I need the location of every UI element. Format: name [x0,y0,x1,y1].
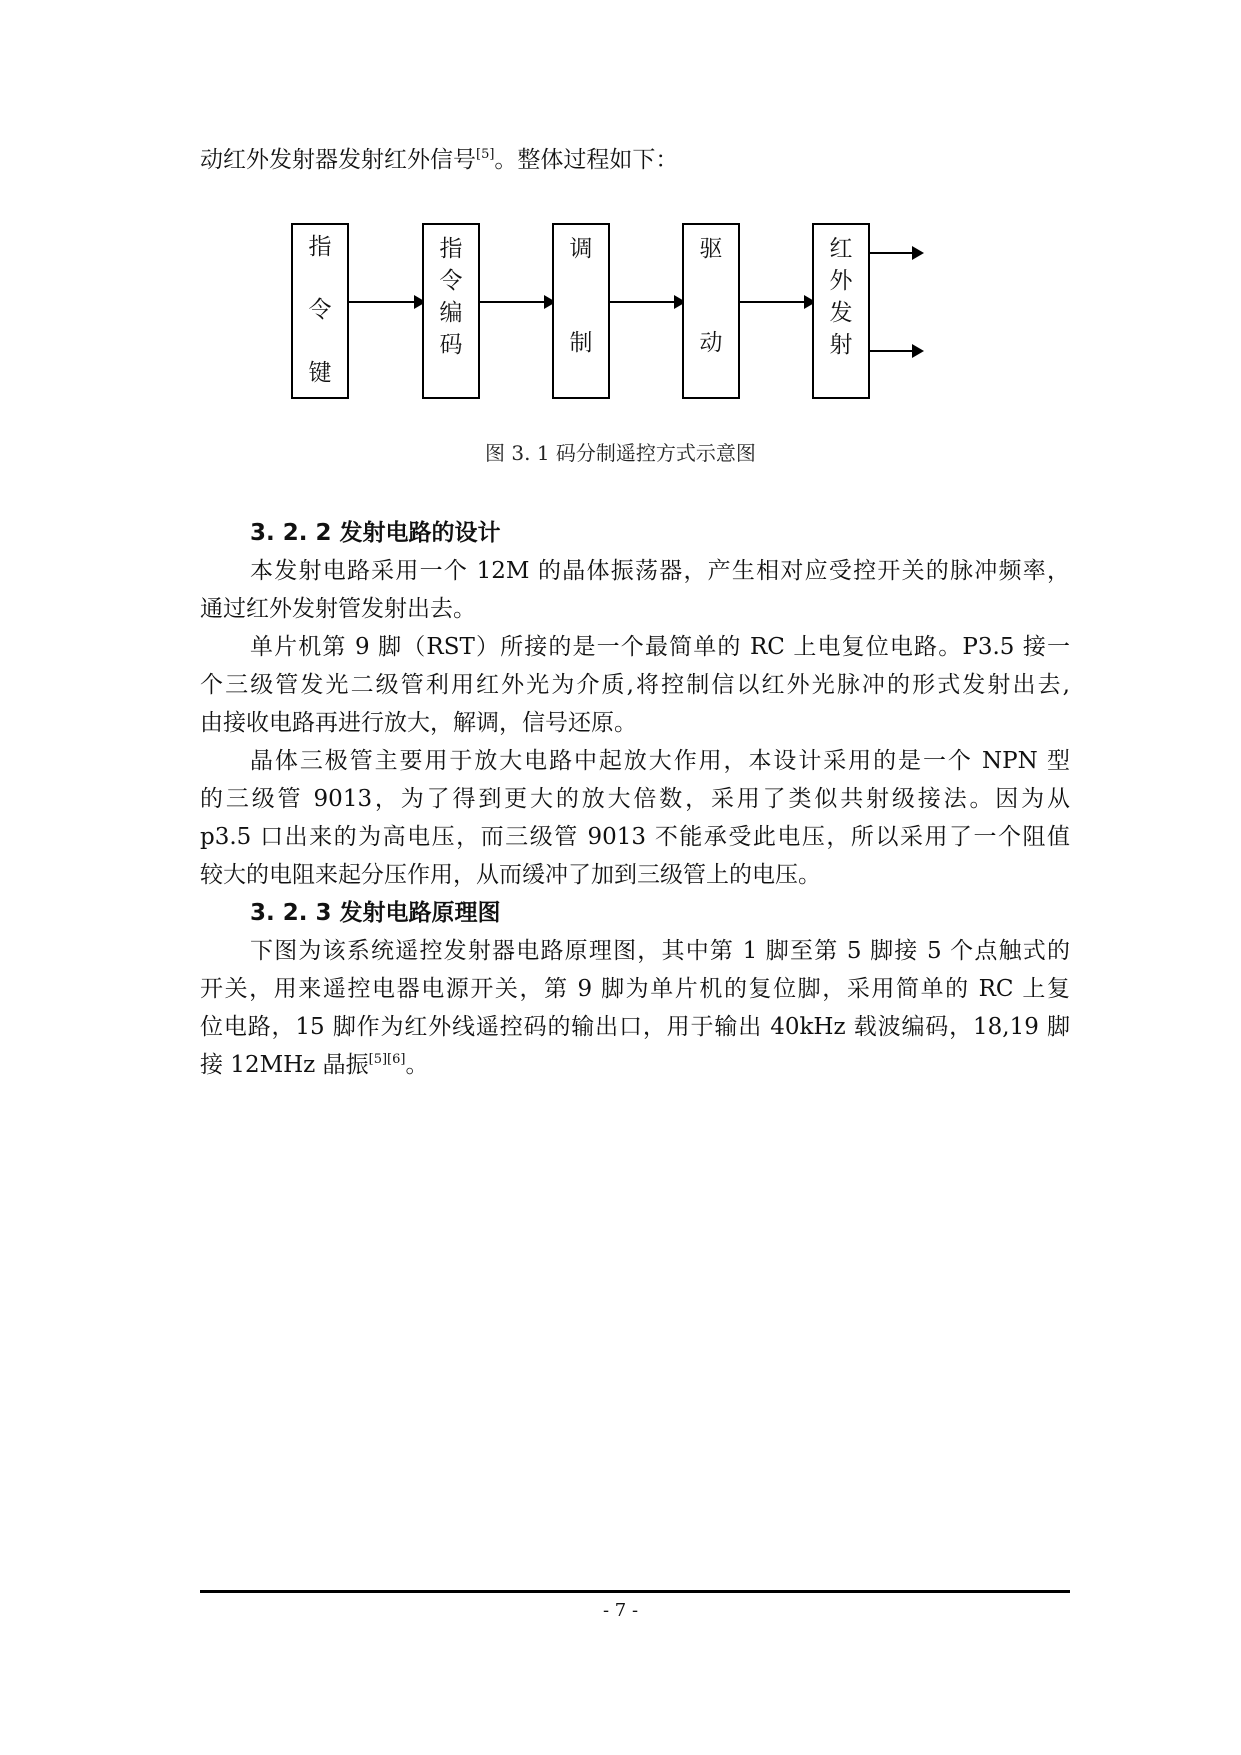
paragraph-line: 下图为该系统遥控发射器电路原理图，其中第 1 脚至第 5 脚接 5 个点触式的 [250,938,1070,964]
figure-caption: 图 3. 1 码分制遥控方式示意图 [485,441,756,465]
box-char: 调 [569,236,593,262]
arrow-right [349,301,424,303]
paragraph-line: 开关，用来遥控电器电源开关，第 9 脚为单片机的复位脚，采用简单的 RC 上复 [200,976,1070,1002]
page-number: - 7 - [602,1600,639,1621]
box-char: 编 [439,300,463,326]
paragraph-line: 较大的电阻来起分压作用，从而缓冲了加到三级管上的电压。 [200,862,821,888]
last-line-text: 接 12MHz 晶振 [200,1052,369,1078]
paragraph-line: 个三级管发光二级管利用红外光为介质,将控制信以红外光脉冲的形式发射出去, [200,672,1070,698]
paragraph-line: 由接收电路再进行放大，解调，信号还原。 [200,710,637,736]
box-char: 外 [829,268,853,294]
intro-line [200,142,1070,178]
box-char: 射 [829,332,853,358]
box-char: 动 [699,330,723,356]
paragraph-line: 位电路，15 脚作为红外线遥控码的输出口，用于输出 40kHz 载波编码，18,19 脚 [200,1014,1070,1040]
citation-ref: [5][6] [368,1052,406,1067]
last-line-tail: 。 [405,1052,429,1078]
arrow-right [610,301,684,303]
box-char: 指 [439,236,463,262]
paragraph-line: 通过红外发射管发射出去。 [200,596,476,622]
output-arrow [870,252,922,254]
diagram-box-command-encoding [422,223,480,399]
box-char: 指 [308,234,332,260]
citation-ref: [5] [476,147,495,162]
box-char: 码 [439,332,463,358]
diagram-box-ir-transmit [812,223,870,399]
paragraph-line: 本发射电路采用一个 12M 的晶体振荡器，产生相对应受控开关的脉冲频率， [250,558,1070,584]
section-heading-3-2-3: 3. 2. 3 发射电路原理图 [250,900,501,926]
arrow-right [480,301,554,303]
diagram-box-driver [682,223,740,399]
diagram-box-command-key [291,223,349,399]
paragraph-line [200,1047,1070,1083]
box-char: 制 [569,330,593,356]
section-heading-3-2-2: 3. 2. 2 发射电路的设计 [250,520,501,546]
box-char: 令 [439,268,463,294]
footer-rule [200,1590,1070,1593]
paragraph-line: 单片机第 9 脚（RST）所接的是一个最简单的 RC 上电复位电路。P3.5 接一 [250,634,1070,660]
arrow-right [740,301,814,303]
intro-tail: 。整体过程如下： [494,147,679,173]
intro-text: 动红外发射器发射红外信号 [200,147,476,173]
box-char: 键 [308,360,332,386]
paragraph-line: 的三级管 9013，为了得到更大的放大倍数，采用了类似共射级接法。因为从 [200,786,1070,812]
paragraph-line: 晶体三极管主要用于放大电路中起放大作用，本设计采用的是一个 NPN 型 [250,748,1070,774]
paragraph-line: p3.5 口出来的为高电压，而三级管 9013 不能承受此电压，所以采用了一个阻值 [200,824,1070,850]
box-char: 驱 [699,236,723,262]
output-arrow [870,350,922,352]
box-char: 令 [308,297,332,323]
box-char: 发 [829,300,853,326]
box-char: 红 [829,236,853,262]
diagram-box-modulation [552,223,610,399]
